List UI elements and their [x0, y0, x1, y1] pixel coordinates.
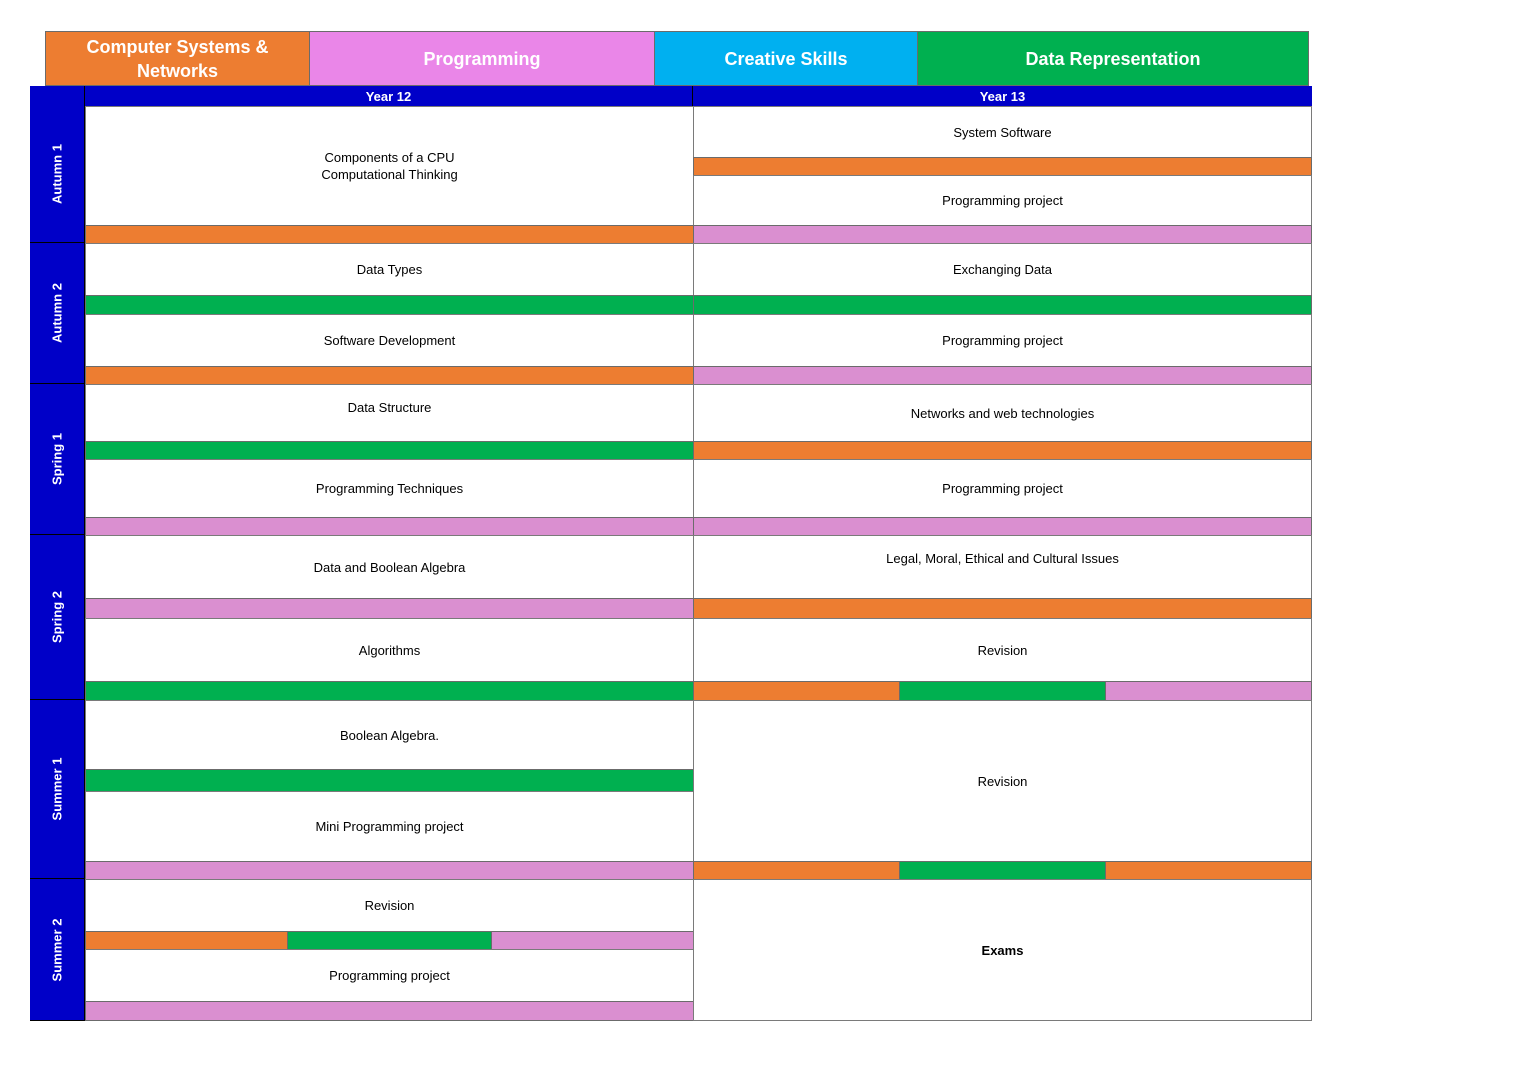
year-13-header: Year 13: [693, 86, 1312, 106]
y12-spring1-topic-b: Programming Techniques: [85, 459, 694, 518]
term-summer-1: Summer 1: [30, 700, 85, 879]
y12-summer2-strand-bar-networks: [85, 931, 288, 950]
y12-summer1-topic-b: Mini Programming project: [85, 791, 694, 862]
y12-autumn2-strand-bar-a: [85, 295, 694, 315]
y12-spring1-strand-bar-a: [85, 441, 694, 460]
y13-autumn1-strand-bar-a: [693, 157, 1312, 176]
y13-spring2-strand-bar-networks: [693, 681, 900, 701]
y13-spring2-topic-a: Legal, Moral, Ethical and Cultural Issues: [693, 535, 1312, 599]
y13-spring1-strand-bar-a: [693, 441, 1312, 460]
y13-summer1-strand-bar-networks-b: [1105, 861, 1312, 880]
y13-spring2-topic-b: Revision: [693, 618, 1312, 682]
y13-autumn1-topic-b: Programming project: [693, 175, 1312, 226]
y12-spring1-topic-a: Data Structure: [85, 384, 694, 442]
y12-summer2-strand-bar-data: [287, 931, 492, 950]
y12-spring2-strand-bar-b: [85, 681, 694, 701]
legend-computer-systems-networks: Computer Systems & Networks: [45, 31, 310, 86]
y13-autumn2-strand-bar-a: [693, 295, 1312, 315]
y13-summer1-strand-bar-networks-a: [693, 861, 900, 880]
y13-spring2-strand-bar-data: [899, 681, 1106, 701]
corner-header: [30, 86, 85, 106]
y13-autumn1-topic-a: System Software: [693, 106, 1312, 158]
y13-summer1-topic: Revision: [693, 700, 1312, 862]
y12-autumn2-topic-b: Software Development: [85, 314, 694, 367]
y13-summer1-strand-bar-data: [899, 861, 1106, 880]
y12-autumn2-strand-bar-b: [85, 366, 694, 385]
legend-programming: Programming: [309, 31, 655, 86]
y12-spring2-topic-a: Data and Boolean Algebra: [85, 535, 694, 599]
y13-autumn2-topic-a: Exchanging Data: [693, 243, 1312, 296]
y13-autumn2-topic-b: Programming project: [693, 314, 1312, 367]
term-spring-2: Spring 2: [30, 535, 85, 700]
legend-data-representation: Data Representation: [917, 31, 1309, 86]
y12-spring1-strand-bar-b: [85, 517, 694, 536]
y13-spring1-topic-a: Networks and web technologies: [693, 384, 1312, 442]
y12-summer2-topic-b: Programming project: [85, 949, 694, 1002]
term-autumn-1: Autumn 1: [30, 106, 85, 243]
y12-spring2-topic-b: Algorithms: [85, 618, 694, 682]
y12-summer2-strand-bar-b: [85, 1001, 694, 1021]
y12-spring2-strand-bar-a: [85, 598, 694, 619]
y13-autumn2-strand-bar-b: [693, 366, 1312, 385]
y12-autumn1-topics: Components of a CPU Computational Thinking: [85, 106, 694, 226]
legend-creative-skills: Creative Skills: [654, 31, 918, 86]
y13-spring2-strand-bar-programming: [1105, 681, 1312, 701]
y13-autumn1-strand-bar-b: [693, 225, 1312, 244]
term-summer-2: Summer 2: [30, 879, 85, 1021]
term-spring-1: Spring 1: [30, 384, 85, 535]
y12-autumn1-strand-bar: [85, 225, 694, 244]
term-autumn-2: Autumn 2: [30, 243, 85, 384]
y13-spring2-strand-bar-a: [693, 598, 1312, 619]
y13-spring1-strand-bar-b: [693, 517, 1312, 536]
y12-autumn2-topic-a: Data Types: [85, 243, 694, 296]
y12-summer1-topic-a: Boolean Algebra.: [85, 700, 694, 770]
y12-summer2-topic-a: Revision: [85, 879, 694, 932]
y13-spring1-topic-b: Programming project: [693, 459, 1312, 518]
year-12-header: Year 12: [85, 86, 693, 106]
y12-summer1-strand-bar-a: [85, 769, 694, 792]
y12-summer1-strand-bar-b: [85, 861, 694, 880]
y12-summer2-strand-bar-programming: [491, 931, 694, 950]
y13-summer2-exams: Exams: [693, 879, 1312, 1021]
